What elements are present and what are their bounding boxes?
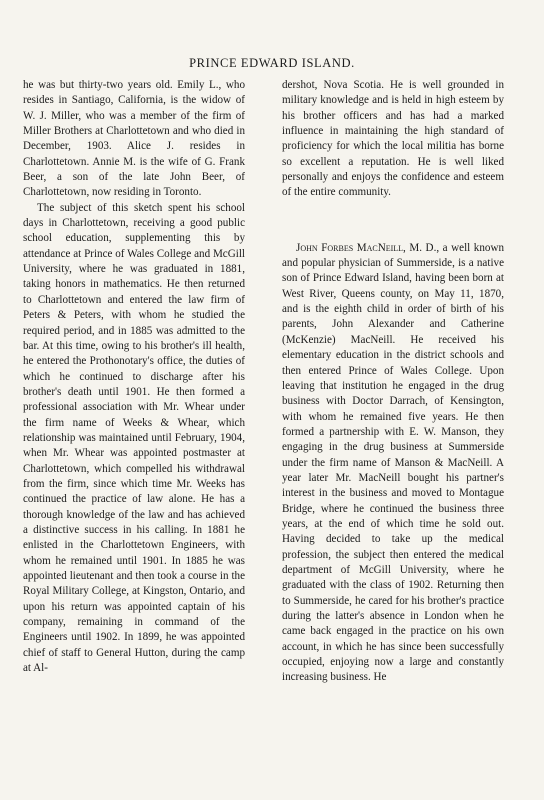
paragraph-career: The subject of this sketch spent his school days in Charlottetown, receiving a good public school education, supplementing this by attendance at Prince of Wales College and McGill University, where he was graduated in 1881, taking honors in mathematics. He then returned to Charlottetown and entered the law firm of Peters & Peters, with whom he studied the required period, and in 1885 was admitted to the bar. At this time, owing to his brother's ill health, he entered the Prothonotary's office, the duties of which he continued to discharge after his brother's death until 1901. He then formed a professional association with Mr. Whear under the firm name of Weeks & Whear, which relationship was maintained until February, 1904, when Mr. Whear was appointed postmaster at Charlottetown, which compelled his withdrawal from the firm, since which time Mr. Weeks has continued the practice of law alone. He has a thorough knowledge of the law and has achieved a distinctive success in his calling. In 1881 he enlisted in the Charlottetown Engineers, with whom he remained until 1901. In 1885 he was appointed lieutenant and then took a course in the Royal Military College, at Kingston, Ontario, and upon his return was appointed captain of his company, remaining in command of the Engineers until 1902. In 1899, he was appointed chief of staff to General Hutton, during the camp at Al- xyxy=(23,201,245,675)
running-head: PRINCE EDWARD ISLAND. xyxy=(189,56,355,70)
biography-text: , M. D., a well known and popular physician of Summerside, is a native son of Prince Edward Island, having been born at West River, Queens county, on May 11, 1870, and is the eighth child in order of birth of his parents, John Alexander and Catherine (McKenzie) MacNeill. He received his elementary education in the district schools and then entered Prince of Wales College. Upon leaving that institution he engaged in the drug business with Doctor Darrach, of Kensington, with whom he remained five years. He then formed a partnership with E. W. Manson, they engaging in the drug business at Summerside under the firm name of Manson & MacNeill. A year later Mr. MacNeill bought his partner's interest in the business and moved to Montague Bridge, where he continued the business three years, at the end of which time he sold out. Having decided to take up the medical profession, the subject then entered the medical department of McGill University, where he graduated with the class of 1902. Returning then to Summerside, he cared for his brother's practice during the latter's absence in London when he came back engaged in the practice on his own account, in which he has since been successfully occupied, enjoying now a large and constantly increasing business. He xyxy=(282,241,504,684)
paragraph-macneill-biography xyxy=(282,241,504,686)
right-column xyxy=(282,78,504,686)
left-column xyxy=(23,78,245,676)
paragraph-military-continuation: dershot, Nova Scotia. He is well grounded in military knowledge and is held in high esteem by his brother officers and has had a marked influence in maintaining the high standard of proficiency for which the local militia has borne so excellent a reputation. He is well liked personally and enjoys the confidence and esteem of the entire community. xyxy=(282,79,504,199)
paragraph-family-continuation: he was but thirty-two years old. Emily L., who resides in Santiago, California, is the widow of W. J. Miller, who was a member of the firm of Miller Brothers at Charlottetown and who died in December, 1903. Alice J. resides in Charlottetown. Annie M. is the wife of G. Frank Beer, a son of the late John Beer, of Charlottetown, now residing in Toronto. xyxy=(23,79,245,199)
section-gap xyxy=(282,201,504,241)
subject-name: John Forbes MacNeill xyxy=(296,241,404,254)
